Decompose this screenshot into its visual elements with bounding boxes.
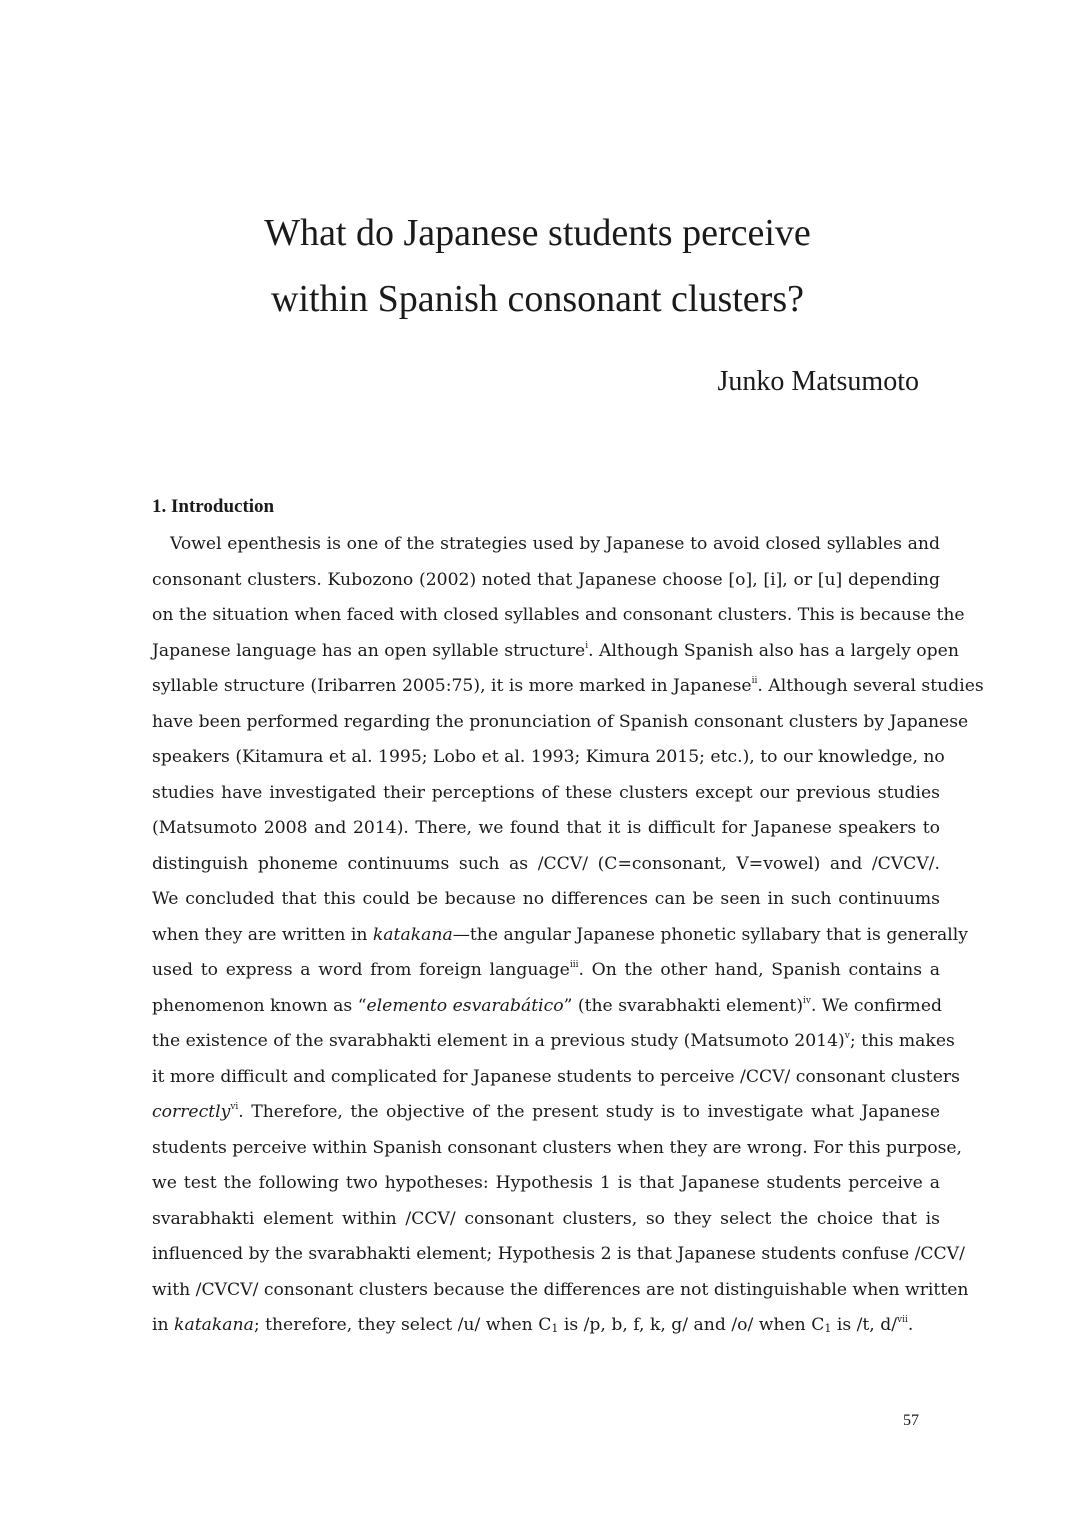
page-number: 57 (903, 1412, 919, 1429)
paragraph-line (152, 563, 940, 599)
text-run: it more difficult and complicated for Japanese students to perceive /CCV/ consonant clusters (152, 1066, 960, 1087)
paragraph-line (152, 598, 965, 634)
italic-term: elemento esvarabático (366, 995, 564, 1016)
text-run: . (907, 1315, 914, 1335)
text-run: consonant clusters. Kubozono (2002) noted that Japanese choose [o], [i], or [u] depending (152, 569, 940, 590)
text-run: . We confirmed (811, 995, 943, 1016)
italic-term: katakana (174, 1315, 254, 1335)
paragraph-line (152, 705, 969, 741)
footnote-marker: vii (897, 1315, 908, 1325)
paragraph-line (152, 1202, 940, 1238)
footnote-marker: iv (803, 995, 811, 1006)
subscript: 1 (824, 1322, 832, 1335)
paragraph-line (152, 953, 940, 989)
subscript: 1 (551, 1322, 559, 1335)
paragraph-line (152, 1024, 955, 1060)
text-run: . Although Spanish also has a largely open (588, 640, 959, 661)
text-run: Japanese language has an open syllable structure (152, 640, 586, 661)
author-name: Junko Matsumoto (717, 366, 919, 397)
footnote-marker: iii (569, 960, 579, 970)
paper-title (0, 200, 1075, 332)
text-run: (Matsumoto 2008 and 2014). There, we found that it is difficult for Japanese speakers to (152, 818, 940, 838)
paragraph-line (152, 882, 940, 918)
footnote-marker: v (844, 1031, 850, 1041)
paragraph-line (152, 776, 940, 812)
text-run: used to express a word from foreign language (152, 960, 570, 980)
text-run: have been performed regarding the pronunciation of Spanish consonant clusters by Japanese (152, 711, 969, 732)
paragraph-line (152, 1095, 940, 1131)
paragraph-line (152, 1060, 960, 1096)
text-run: on the situation when faced with closed syllables and consonant clusters. This is because the (152, 605, 965, 625)
text-run: ” (the svarabhakti element) (563, 995, 804, 1016)
italic-term: katakana (372, 924, 453, 945)
text-run: with /CVCV/ consonant clusters because the differences are not distinguishable when written (152, 1279, 969, 1300)
introduction-paragraph (152, 527, 984, 1344)
paragraph-line (152, 1166, 940, 1202)
paragraph-line (152, 1273, 969, 1309)
text-run: . Therefore, the objective of the present study is to investigate what Japanese (238, 1102, 940, 1122)
text-run: We concluded that this could be because no differences can be seen in such continuums (152, 889, 940, 909)
paragraph-line (152, 847, 940, 883)
paragraph-line (152, 811, 940, 847)
paragraph-line (152, 740, 945, 776)
section-number: 1. (152, 496, 167, 517)
paragraph-line (152, 918, 968, 954)
text-run: ; this makes (849, 1031, 955, 1051)
section-heading (152, 496, 274, 518)
text-run: svarabhakti element within /CCV/ consonant clusters, so they select the choice that is (152, 1208, 940, 1229)
italic-term: correctly (152, 1102, 231, 1122)
title-line-2: within Spanish consonant clusters? (271, 278, 804, 320)
paragraph-line (152, 1131, 963, 1167)
text-run: distinguish phoneme continuums such as /CCV/ (C=consonant, V=vowel) and /CVCV/. (152, 853, 940, 874)
paragraph-line (152, 669, 984, 705)
text-run: the existence of the svarabhakti element in a previous study (Matsumoto 2014) (152, 1031, 845, 1051)
footnote-marker: vi (230, 1102, 239, 1112)
text-run: studies have investigated their perceptions of these clusters except our previous studies (152, 782, 940, 803)
text-run: is /t, d/ (831, 1315, 898, 1335)
paragraph-line (152, 989, 943, 1025)
text-run: influenced by the svarabhakti element; Hypothesis 2 is that Japanese students confuse /CCV/ (152, 1244, 965, 1264)
text-run: phenomenon known as “ (152, 995, 367, 1016)
text-run: . Although several studies (757, 676, 984, 696)
text-run: ; therefore, they select /u/ when C (253, 1315, 552, 1335)
paragraph-line (152, 1308, 940, 1344)
section-title: Introduction (171, 496, 275, 517)
text-run: is /p, b, f, k, g/ and /o/ when C (558, 1315, 825, 1335)
text-run: students perceive within Spanish consonant clusters when they are wrong. For this purpose, (152, 1137, 963, 1158)
text-run: when they are written in (152, 924, 373, 945)
title-line-1: What do Japanese students perceive (264, 212, 811, 254)
text-run: . On the other hand, Spanish contains a (578, 960, 940, 980)
text-run: in (152, 1315, 175, 1335)
footnote-marker: ii (751, 676, 758, 686)
text-run: syllable structure (Iribarren 2005:75), it is more marked in Japanese (152, 676, 752, 696)
paragraph-line (152, 634, 959, 670)
paragraph-line (152, 527, 940, 563)
text-run: we test the following two hypotheses: Hypothesis 1 is that Japanese students perceive a (152, 1173, 940, 1193)
footnote-marker: i (585, 640, 589, 651)
paragraph-line (152, 1237, 965, 1273)
text-run: Vowel epenthesis is one of the strategies used by Japanese to avoid closed syllables and (170, 534, 940, 554)
text-run: speakers (Kitamura et al. 1995; Lobo et al. 1993; Kimura 2015; etc.), to our knowledge, no (152, 747, 945, 767)
text-run: —the angular Japanese phonetic syllabary that is generally (452, 924, 968, 945)
